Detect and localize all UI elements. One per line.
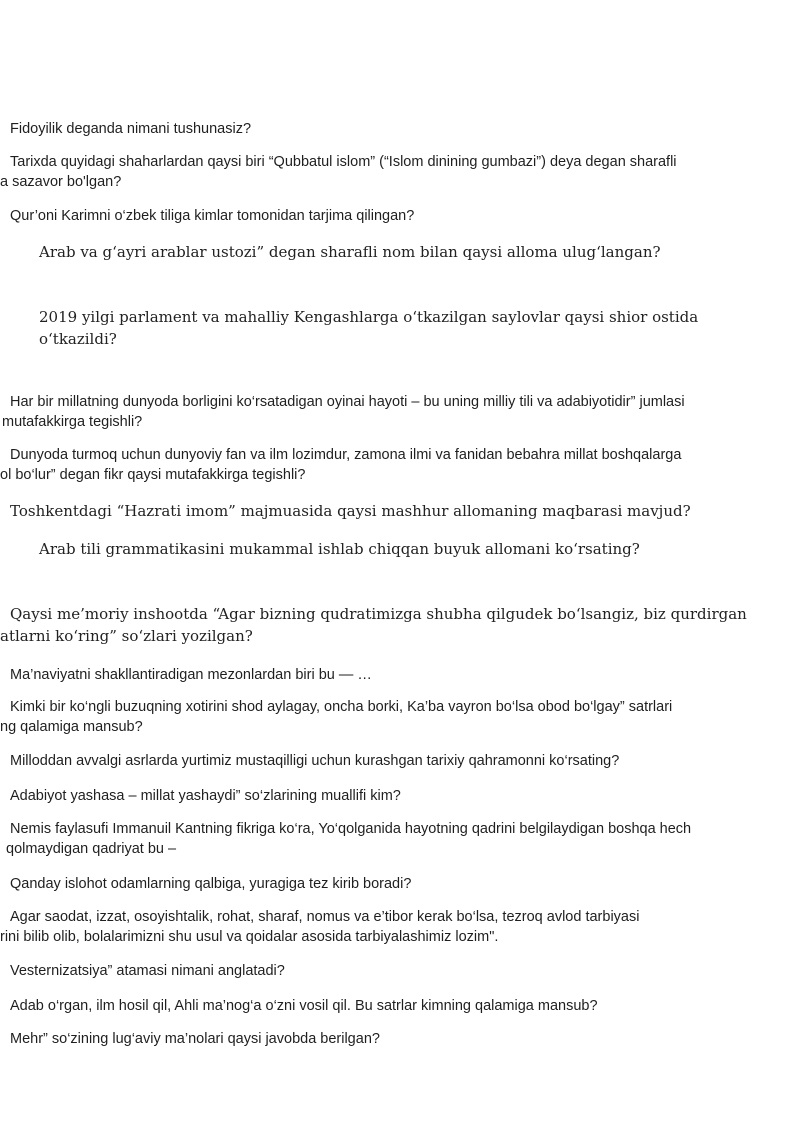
question-8 [10, 500, 691, 522]
question-line: qolmaydigan qadriyat bu – [6, 841, 177, 857]
question-5 [39, 306, 698, 350]
question-line: atlarni ko‘ring” so‘zlari yozilgan? [0, 627, 253, 645]
question-line: mutafakkirga tegishli? [2, 414, 143, 430]
question-line: Vesternizatsiya” atamasi nimani anglatadi? [10, 963, 285, 979]
question-line: rini bilib olib, bolalarimizni shu usul va qoidalar asosida tarbiyalashimiz lozim". [0, 929, 499, 945]
question-line: Qanday islohot odamlarning qalbiga, yuragiga tez kirib boradi? [10, 876, 412, 892]
question-line: Dunyoda turmoq uchun dunyoviy fan va ilm lozimdur, zamona ilmi va fanidan bebahra millat boshqalarga [10, 447, 682, 463]
question-15 [6, 819, 692, 859]
question-line: Nemis faylasufi Immanuil Kantning fikriga ko‘ra, Yo‘qolganida hayotning qadrini belgilaydigan boshqa hech [10, 821, 692, 837]
question-2 [0, 152, 677, 192]
question-line: Har bir millatning dunyoda borligini ko‘rsatadigan oyinai hayoti – bu uning milliy tili va adabiyotidir” jumlasi [10, 394, 685, 410]
question-line: a sazavor bo'lgan? [0, 174, 122, 190]
question-line: o‘tkazildi? [39, 330, 117, 348]
question-3 [10, 206, 414, 226]
question-12 [0, 697, 673, 737]
question-18 [10, 961, 285, 981]
question-line: ng qalamiga mansub? [0, 719, 143, 735]
question-19 [10, 996, 598, 1016]
question-17 [0, 907, 640, 947]
question-line: ol bo‘lur” degan fikr qaysi mutafakkirga tegishli? [0, 467, 306, 483]
question-14 [10, 786, 401, 806]
question-16 [10, 874, 411, 894]
question-7 [0, 445, 682, 485]
question-line: Qaysi me’moriy inshootda “Agar bizning qudratimizga shubha qilgudek bo‘lsangiz, biz qurdirgan [10, 605, 747, 623]
question-line: Agar saodat, izzat, osoyishtalik, rohat, sharaf, nomus va e’tibor kerak bo‘lsa, tezroq avlod tarbiyasi [10, 909, 640, 925]
question-line: Milloddan avvalgi asrlarda yurtimiz mustaqilligi uchun kurashgan tarixiy qahramonni ko‘rsating? [10, 753, 620, 769]
question-11 [10, 665, 372, 685]
question-line: Fidoyilik deganda nimani tushunasiz? [10, 121, 252, 137]
question-line: Arab tili grammatikasini mukammal ishlab chiqqan buyuk allomani ko‘rsating? [39, 540, 640, 558]
question-9 [39, 538, 640, 560]
question-4 [39, 241, 661, 263]
question-13 [10, 751, 619, 771]
question-10 [0, 603, 747, 647]
question-1 [10, 119, 251, 139]
question-20 [10, 1029, 380, 1049]
question-line: Adab o‘rgan, ilm hosil qil, Ahli ma’nog‘a o‘zni vosil qil. Bu satrlar kimning qalamiga mansub? [10, 998, 598, 1014]
question-line: Toshkentdagi “Hazrati imom” majmuasida qaysi mashhur allomaning maqbarasi mavjud? [10, 502, 691, 520]
question-line: Kimki bir ko‘ngli buzuqning xotirini shod aylagay, oncha borki, Ka’ba vayron bo‘lsa obod bo‘lgay” satrlari [10, 699, 673, 715]
question-6 [2, 392, 685, 432]
question-line: Arab va g‘ayri arablar ustozi” degan sharafli nom bilan qaysi alloma ulug‘langan? [39, 243, 661, 261]
question-line: Tarixda quyidagi shaharlardan qaysi biri “Qubbatul islom” (“Islom dinining gumbazi”) deya degan sharafli [10, 154, 677, 170]
question-line: Mehr” so‘zining lug‘aviy ma’nolari qaysi javobda berilgan? [10, 1031, 380, 1047]
question-line: 2019 yilgi parlament va mahalliy Kengashlarga o‘tkazilgan saylovlar qaysi shior ostida [39, 308, 699, 326]
question-line: Ma’naviyatni shakllantiradigan mezonlardan biri bu — … [10, 667, 372, 683]
question-line: Qur’oni Karimni o‘zbek tiliga kimlar tomonidan tarjima qilingan? [10, 208, 415, 224]
question-line: Adabiyot yashasa – millat yashaydi” so‘zlarining muallifi kim? [10, 788, 401, 804]
